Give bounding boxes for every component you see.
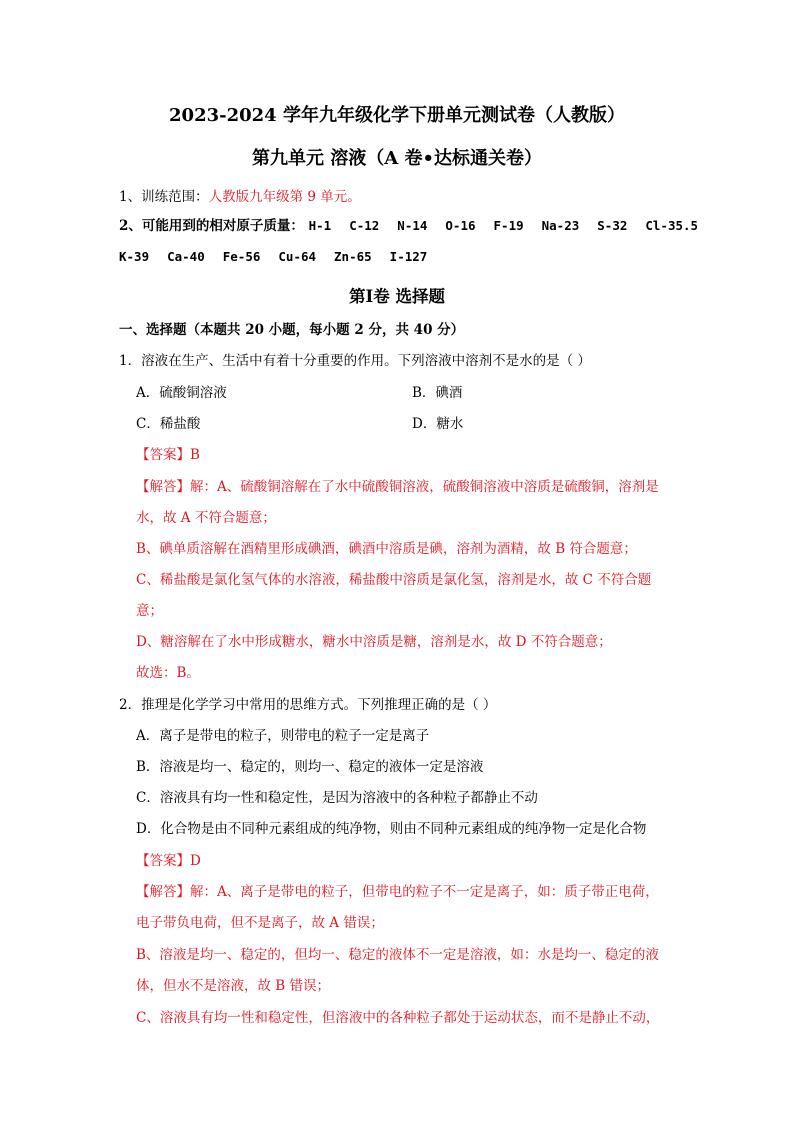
q2-analysis-line: 【解答】解：A、离子是带电的粒子，但带电的粒子不一定是离子，如：质子带正电荷，	[136, 884, 659, 900]
mass-item: I-127	[389, 249, 428, 264]
mass-item: N-14	[397, 218, 428, 233]
q2-answer: 【答案】D	[136, 853, 201, 869]
mass-item: O-16	[445, 218, 476, 233]
q1-analysis-line: 【解答】解：A、硫酸铜溶解在了水中硫酸铜溶液，硫酸铜溶液中溶质是硫酸铜，溶剂是	[136, 479, 659, 495]
info-masses-line2	[119, 248, 445, 266]
mass-item: Na-23	[541, 218, 580, 233]
info-mass-label: 2、可能用到的相对原子质量：	[119, 218, 304, 234]
mass-item: Zn-65	[334, 249, 372, 264]
q2-option-a: A．离子是带电的粒子，则带电的粒子一定是离子	[136, 728, 430, 744]
q1-analysis-line: C、稀盐酸是氯化氢气体的水溶液，稀盐酸中溶质是氯化氢，溶剂是水，故 C 不符合题	[136, 572, 652, 588]
mass-item: F-19	[493, 218, 524, 233]
mass-item: H-1	[308, 218, 332, 233]
q1-option-c: C．稀盐酸	[136, 416, 201, 432]
q1-analysis-line: 水，故 A 不符合题意；	[136, 510, 276, 526]
q2-stem: 2．推理是化学学习中常用的思维方式。下列推理正确的是（ ）	[119, 697, 497, 713]
q1-option-a: A．硫酸铜溶液	[136, 385, 227, 401]
q1-stem: 1．溶液在生产、生活中有着十分重要的作用。下列溶液中溶剂不是水的是（ ）	[119, 353, 591, 369]
q1-option-d: D．糖水	[412, 416, 464, 432]
q1-analysis-line: 意；	[136, 603, 163, 619]
q1-analysis-line: D、糖溶解在了水中形成糖水，糖水中溶质是糖，溶剂是水，故 D 不符合题意；	[136, 634, 612, 650]
mass-item: S-32	[597, 218, 628, 233]
q2-option-c: C．溶液具有均一性和稳定性，是因为溶液中的各种粒子都静止不动	[136, 790, 538, 806]
q2-analysis-line: 体，但水不是溶液，故 B 错误；	[136, 978, 331, 994]
q1-answer: 【答案】B	[136, 447, 200, 463]
mass-item: C-12	[349, 218, 380, 233]
mass-item: Cu-64	[278, 249, 317, 264]
q1-analysis-line: 故选：B。	[136, 665, 200, 681]
info-scope-value: 人教版九年级第 9 单元。	[208, 189, 361, 205]
info-masses-line1	[119, 217, 716, 235]
document-subtitle: 第九单元 溶液（A 卷•达标通关卷）	[251, 148, 542, 169]
q2-analysis-line: B、溶液是均一、稳定的，但均一、稳定的液体不一定是溶液，如：水是均一、稳定的液	[136, 947, 659, 963]
info-scope	[119, 188, 361, 206]
q2-analysis-line: 电子带负电荷，但不是离子，故 A 错误；	[136, 915, 384, 931]
q2-option-d: D．化合物是由不同种元素组成的纯净物，则由不同种元素组成的纯净物一定是化合物	[136, 821, 647, 837]
q1-analysis-line: B、碘单质溶解在酒精里形成碘酒，碘酒中溶质是碘，溶剂为酒精，故 B 符合题意；	[136, 541, 637, 557]
q2-analysis-line: C、溶液具有均一性和稳定性，但溶液中的各种粒子都处于运动状态，而不是静止不动，	[136, 1010, 660, 1026]
section-title: 第Ⅰ卷 选择题	[349, 287, 445, 306]
q1-option-b: B．碘酒	[412, 385, 463, 401]
q2-option-b: B．溶液是均一、稳定的，则均一、稳定的液体一定是溶液	[136, 759, 484, 775]
mass-item: Ca-40	[167, 249, 205, 264]
part-heading: 一、选择题（本题共 20 小题，每小题 2 分，共 40 分）	[119, 322, 465, 338]
mass-item: K-39	[119, 249, 150, 264]
mass-item: Cl-35.5	[645, 218, 699, 233]
mass-item: Fe-56	[222, 249, 261, 264]
info-scope-label: 1、训练范围：	[119, 189, 209, 205]
atomic-masses-list-1	[309, 218, 716, 233]
document-title: 2023-2024 学年九年级化学下册单元测试卷（人教版）	[169, 105, 625, 126]
